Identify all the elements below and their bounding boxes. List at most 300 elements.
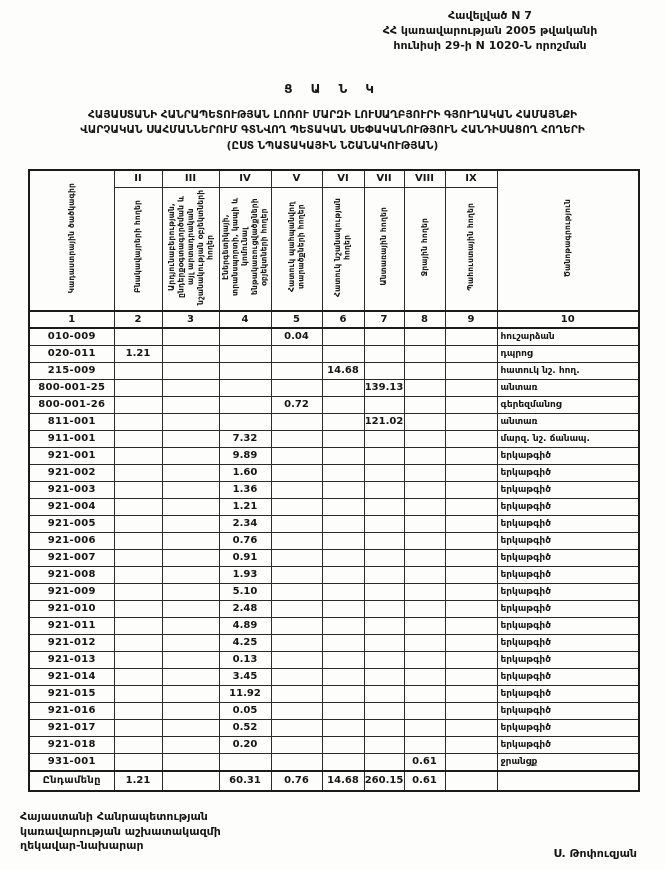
value-cell-ii	[114, 600, 162, 617]
value-cell-iv: 0.76	[219, 532, 271, 549]
annex-line: ՀՀ կառավարության 2005 թվականի	[382, 23, 598, 37]
annex-line: հունիսի 29-ի N 1020-Ն որոշման	[393, 38, 587, 52]
value-cell-v	[271, 345, 322, 362]
value-cell-iv: 9.89	[219, 447, 271, 464]
value-cell-iii	[162, 549, 219, 566]
value-cell-vi	[322, 634, 364, 651]
code-cell: 921-004	[29, 498, 114, 515]
note-cell: երկաթգիծ	[497, 702, 639, 719]
value-cell-ix	[445, 566, 497, 583]
signatory-title-block	[20, 810, 221, 855]
value-cell-vii	[364, 702, 404, 719]
value-cell-v	[271, 464, 322, 481]
value-cell-iii	[162, 736, 219, 753]
value-cell-vi	[322, 600, 364, 617]
value-cell-vi	[322, 685, 364, 702]
column-label-iv: Էներգետիկայի, տրանսպորտի, կապի և կոմունալ ենթակառուցվածքների օբյեկտների հողեր	[221, 197, 269, 297]
table-header	[29, 170, 639, 328]
value-cell-vii	[364, 566, 404, 583]
value-cell-vii: 139.13	[364, 379, 404, 396]
value-cell-vi	[322, 719, 364, 736]
code-cell: 921-015	[29, 685, 114, 702]
table-row	[29, 328, 639, 346]
value-cell-ii	[114, 736, 162, 753]
table-row	[29, 379, 639, 396]
value-cell-ix	[445, 736, 497, 753]
value-cell-ix	[445, 464, 497, 481]
value-cell-vi	[322, 498, 364, 515]
code-cell: 921-018	[29, 736, 114, 753]
value-cell-vi	[322, 532, 364, 549]
code-cell: 921-001	[29, 447, 114, 464]
code-cell: 020-011	[29, 345, 114, 362]
value-cell-iii	[162, 719, 219, 736]
value-cell-viii	[404, 566, 445, 583]
note-cell: երկաթգիծ	[497, 685, 639, 702]
column-label-ix: Պահուստային հողեր	[466, 202, 476, 291]
value-cell-vii	[364, 498, 404, 515]
value-cell-vii	[364, 328, 404, 346]
table-row	[29, 617, 639, 634]
table-row	[29, 600, 639, 617]
column-index-vii: 7	[364, 311, 404, 328]
note-cell: անտառ	[497, 413, 639, 430]
note-cell: երկաթգիծ	[497, 651, 639, 668]
total-value-cell-v: 0.76	[271, 771, 322, 791]
value-cell-ii	[114, 498, 162, 515]
value-cell-ii	[114, 328, 162, 346]
note-cell: հատուկ նշ. հող.	[497, 362, 639, 379]
value-cell-iv: 1.93	[219, 566, 271, 583]
value-cell-ii	[114, 481, 162, 498]
value-cell-ii	[114, 719, 162, 736]
table-row	[29, 345, 639, 362]
total-value-cell-iv: 60.31	[219, 771, 271, 791]
code-cell: 921-013	[29, 651, 114, 668]
note-cell: երկաթգիծ	[497, 515, 639, 532]
code-cell: 921-010	[29, 600, 114, 617]
value-cell-viii	[404, 583, 445, 600]
subtitle-line: (ԸՍՏ ՆՊԱՏԱԿԱՅԻՆ ՆՇԱՆԱԿՈՒԹՅԱՆ)	[226, 140, 439, 153]
value-cell-vii	[364, 464, 404, 481]
value-cell-vi	[322, 345, 364, 362]
column-index-code: 1	[29, 311, 114, 328]
value-cell-ii	[114, 464, 162, 481]
value-cell-viii	[404, 617, 445, 634]
note-cell: երկաթգիծ	[497, 583, 639, 600]
value-cell-v	[271, 583, 322, 600]
value-cell-iii	[162, 498, 219, 515]
value-cell-iii	[162, 379, 219, 396]
column-header-viii	[404, 187, 445, 311]
code-cell: 921-011	[29, 617, 114, 634]
value-cell-ii	[114, 532, 162, 549]
value-cell-iv: 3.45	[219, 668, 271, 685]
annex-reference-block	[325, 9, 655, 54]
table-row	[29, 736, 639, 753]
column-numeral-vi: VI	[322, 170, 364, 188]
column-header-v	[271, 187, 322, 311]
value-cell-ii	[114, 379, 162, 396]
value-cell-iv: 7.32	[219, 430, 271, 447]
total-code-cell: Ընդամենը	[29, 771, 114, 791]
table-row	[29, 719, 639, 736]
value-cell-ii	[114, 685, 162, 702]
value-cell-vi	[322, 447, 364, 464]
value-cell-v	[271, 413, 322, 430]
code-cell: 921-017	[29, 719, 114, 736]
value-cell-iv: 1.60	[219, 464, 271, 481]
value-cell-iv: 0.05	[219, 702, 271, 719]
value-cell-iv: 4.89	[219, 617, 271, 634]
value-cell-vii	[364, 481, 404, 498]
value-cell-iv: 0.20	[219, 736, 271, 753]
value-cell-iii	[162, 651, 219, 668]
value-cell-iv: 1.36	[219, 481, 271, 498]
value-cell-vii	[364, 447, 404, 464]
value-cell-v	[271, 498, 322, 515]
value-cell-iv	[219, 379, 271, 396]
value-cell-v	[271, 515, 322, 532]
value-cell-viii	[404, 651, 445, 668]
value-cell-ix	[445, 685, 497, 702]
document-heading: Ց Ա Ն Կ	[284, 81, 381, 96]
value-cell-vii: 121.02	[364, 413, 404, 430]
value-cell-vii	[364, 668, 404, 685]
value-cell-viii	[404, 464, 445, 481]
total-value-cell-vi: 14.68	[322, 771, 364, 791]
column-numeral-ii: II	[114, 170, 162, 188]
value-cell-iv: 11.92	[219, 685, 271, 702]
total-value-cell-ii: 1.21	[114, 771, 162, 791]
code-cell: 921-002	[29, 464, 114, 481]
value-cell-ix	[445, 413, 497, 430]
value-cell-ix	[445, 532, 497, 549]
note-cell: երկաթգիծ	[497, 481, 639, 498]
note-cell: երկաթգիծ	[497, 617, 639, 634]
column-header-ix	[445, 187, 497, 311]
value-cell-vii	[364, 532, 404, 549]
value-cell-iv: 2.48	[219, 600, 271, 617]
code-cell: 800-001-25	[29, 379, 114, 396]
value-cell-ii	[114, 413, 162, 430]
signature-name: Ս. Թոփուզյան	[553, 847, 637, 861]
code-cell: 931-001	[29, 753, 114, 771]
value-cell-iii	[162, 753, 219, 771]
value-cell-ii	[114, 583, 162, 600]
code-cell: 215-009	[29, 362, 114, 379]
note-cell: անտառ	[497, 379, 639, 396]
total-value-cell-iii	[162, 771, 219, 791]
column-numeral-vii: VII	[364, 170, 404, 188]
column-index-viii: 8	[404, 311, 445, 328]
column-index-iii: 3	[162, 311, 219, 328]
value-cell-iii	[162, 532, 219, 549]
value-cell-ix	[445, 481, 497, 498]
value-cell-vi: 14.68	[322, 362, 364, 379]
column-label-vi: Հատուկ նշանակության հողեր	[333, 197, 352, 297]
total-value-cell-vii: 260.15	[364, 771, 404, 791]
value-cell-vii	[364, 549, 404, 566]
value-cell-ix	[445, 515, 497, 532]
value-cell-iii	[162, 668, 219, 685]
value-cell-viii	[404, 634, 445, 651]
value-cell-iii	[162, 515, 219, 532]
value-cell-v	[271, 430, 322, 447]
column-label-viii: Ջրային հողեր	[419, 217, 429, 276]
value-cell-iii	[162, 702, 219, 719]
value-cell-vii	[364, 685, 404, 702]
value-cell-vi	[322, 481, 364, 498]
value-cell-iii	[162, 600, 219, 617]
value-cell-vi	[322, 702, 364, 719]
value-cell-viii	[404, 719, 445, 736]
value-cell-iv: 5.10	[219, 583, 271, 600]
value-cell-v	[271, 651, 322, 668]
value-cell-iii	[162, 583, 219, 600]
value-cell-vi	[322, 464, 364, 481]
value-cell-vii	[364, 345, 404, 362]
value-cell-iii	[162, 328, 219, 346]
column-index-ii: 2	[114, 311, 162, 328]
value-cell-vii	[364, 600, 404, 617]
value-cell-v: 0.04	[271, 328, 322, 346]
value-cell-v: 0.72	[271, 396, 322, 413]
total-value-cell-ix	[445, 771, 497, 791]
value-cell-v	[271, 566, 322, 583]
value-cell-iii	[162, 634, 219, 651]
value-cell-viii	[404, 379, 445, 396]
value-cell-ix	[445, 549, 497, 566]
value-cell-ii	[114, 566, 162, 583]
table-row	[29, 362, 639, 379]
value-cell-iv	[219, 345, 271, 362]
document-subtitle	[23, 108, 643, 155]
value-cell-vi	[322, 566, 364, 583]
value-cell-viii	[404, 481, 445, 498]
value-cell-viii	[404, 498, 445, 515]
value-cell-ii	[114, 549, 162, 566]
code-cell: 921-009	[29, 583, 114, 600]
value-cell-vii	[364, 719, 404, 736]
value-cell-vii	[364, 651, 404, 668]
value-cell-ii	[114, 668, 162, 685]
value-cell-vi	[322, 583, 364, 600]
value-cell-ix	[445, 396, 497, 413]
table-row	[29, 413, 639, 430]
code-cell: 811-001	[29, 413, 114, 430]
value-cell-v	[271, 702, 322, 719]
column-label-code: Կադաստրային ծածկագիր	[66, 183, 76, 294]
value-cell-viii	[404, 736, 445, 753]
value-cell-iii	[162, 396, 219, 413]
value-cell-v	[271, 379, 322, 396]
note-cell: երկաթգիծ	[497, 736, 639, 753]
table-row	[29, 634, 639, 651]
table-body	[29, 328, 639, 791]
code-cell: 921-012	[29, 634, 114, 651]
note-cell: երկաթգիծ	[497, 532, 639, 549]
value-cell-v	[271, 549, 322, 566]
code-cell: 800-001-26	[29, 396, 114, 413]
value-cell-iii	[162, 430, 219, 447]
value-cell-ix	[445, 753, 497, 771]
column-label-ii: Բնակավայրերի հողեր	[133, 200, 143, 294]
column-index-iv: 4	[219, 311, 271, 328]
value-cell-ix	[445, 668, 497, 685]
column-index-vi: 6	[322, 311, 364, 328]
value-cell-vii	[364, 515, 404, 532]
value-cell-viii	[404, 600, 445, 617]
value-cell-iv: 0.13	[219, 651, 271, 668]
value-cell-ii	[114, 617, 162, 634]
value-cell-v	[271, 685, 322, 702]
value-cell-ix	[445, 719, 497, 736]
table-row	[29, 685, 639, 702]
value-cell-ii	[114, 362, 162, 379]
value-cell-viii	[404, 396, 445, 413]
note-cell: ջրանցք	[497, 753, 639, 771]
value-cell-viii	[404, 345, 445, 362]
table-row	[29, 430, 639, 447]
value-cell-vi	[322, 668, 364, 685]
table-row	[29, 396, 639, 413]
land-table	[28, 169, 640, 792]
note-cell: երկաթգիծ	[497, 464, 639, 481]
value-cell-ix	[445, 362, 497, 379]
value-cell-ix	[445, 328, 497, 346]
table-row	[29, 515, 639, 532]
code-cell: 921-016	[29, 702, 114, 719]
value-cell-iv	[219, 396, 271, 413]
value-cell-ix	[445, 498, 497, 515]
note-cell: երկաթգիծ	[497, 566, 639, 583]
value-cell-vi	[322, 515, 364, 532]
table-row	[29, 481, 639, 498]
table-row	[29, 753, 639, 771]
value-cell-iii	[162, 617, 219, 634]
column-header-note	[497, 170, 639, 311]
value-cell-ii: 1.21	[114, 345, 162, 362]
value-cell-vi	[322, 396, 364, 413]
note-cell: դպրոց	[497, 345, 639, 362]
code-cell: 921-008	[29, 566, 114, 583]
note-cell: երկաթգիծ	[497, 549, 639, 566]
value-cell-iii	[162, 447, 219, 464]
value-cell-v	[271, 736, 322, 753]
footer-block	[20, 809, 641, 861]
value-cell-vii	[364, 634, 404, 651]
value-cell-ix	[445, 617, 497, 634]
value-cell-vi	[322, 753, 364, 771]
value-cell-vi	[322, 617, 364, 634]
value-cell-v	[271, 600, 322, 617]
value-cell-ix	[445, 447, 497, 464]
value-cell-iv	[219, 362, 271, 379]
total-note-cell	[497, 771, 639, 791]
value-cell-vi	[322, 736, 364, 753]
total-value-cell-viii: 0.61	[404, 771, 445, 791]
note-cell: երկաթգիծ	[497, 447, 639, 464]
value-cell-v	[271, 532, 322, 549]
column-numeral-viii: VIII	[404, 170, 445, 188]
note-cell: երկաթգիծ	[497, 600, 639, 617]
note-cell: երկաթգիծ	[497, 719, 639, 736]
value-cell-ii	[114, 447, 162, 464]
value-cell-vii	[364, 583, 404, 600]
column-index-note: 10	[497, 311, 639, 328]
value-cell-iv: 0.52	[219, 719, 271, 736]
column-index-v: 5	[271, 311, 322, 328]
value-cell-iv	[219, 328, 271, 346]
value-cell-viii	[404, 328, 445, 346]
value-cell-ix	[445, 583, 497, 600]
value-cell-viii	[404, 702, 445, 719]
value-cell-viii: 0.61	[404, 753, 445, 771]
note-cell: մարզ. նշ. ճանապ.	[497, 430, 639, 447]
value-cell-ii	[114, 430, 162, 447]
subtitle-line: ՀԱՅԱՍՏԱՆԻ ՀԱՆՐԱՊԵՏՈՒԹՅԱՆ ԼՈՌՈՒ ՄԱՐԶԻ ԼՈՒՍԱՂԲՅՈՒՐԻ ԳՅՈՒՂԱԿԱՆ ՀԱՄԱՅՆՔԻ	[87, 108, 578, 121]
value-cell-ix	[445, 345, 497, 362]
code-cell: 921-007	[29, 549, 114, 566]
value-cell-vii	[364, 396, 404, 413]
title-block	[0, 82, 665, 155]
code-cell: 921-014	[29, 668, 114, 685]
value-cell-vii	[364, 617, 404, 634]
value-cell-vi	[322, 651, 364, 668]
total-row	[29, 771, 639, 791]
footer-line: Հայաստանի Հանրապետության	[20, 809, 208, 823]
value-cell-vi	[322, 328, 364, 346]
footer-line: կառավարության աշխատակազմի	[20, 824, 221, 838]
value-cell-ii	[114, 515, 162, 532]
value-cell-iii	[162, 566, 219, 583]
note-cell: հուշարձան	[497, 328, 639, 346]
footer-line: ղեկավար-նախարար	[20, 839, 144, 853]
value-cell-iv: 0.91	[219, 549, 271, 566]
value-cell-vii	[364, 362, 404, 379]
value-cell-iv: 4.25	[219, 634, 271, 651]
value-cell-ii	[114, 753, 162, 771]
value-cell-ii	[114, 634, 162, 651]
value-cell-viii	[404, 549, 445, 566]
value-cell-viii	[404, 532, 445, 549]
value-cell-ix	[445, 430, 497, 447]
value-cell-ii	[114, 396, 162, 413]
value-cell-viii	[404, 413, 445, 430]
value-cell-ix	[445, 634, 497, 651]
column-label-vii: Անտառային հողեր	[379, 207, 389, 287]
note-cell: գերեզմանոց	[497, 396, 639, 413]
code-cell: 921-003	[29, 481, 114, 498]
value-cell-viii	[404, 515, 445, 532]
note-cell: երկաթգիծ	[497, 634, 639, 651]
value-cell-v	[271, 719, 322, 736]
value-cell-iii	[162, 481, 219, 498]
table-row	[29, 651, 639, 668]
column-header-ii	[114, 187, 162, 311]
value-cell-ix	[445, 702, 497, 719]
value-cell-v	[271, 617, 322, 634]
value-cell-iii	[162, 685, 219, 702]
value-cell-vi	[322, 430, 364, 447]
code-cell: 010-009	[29, 328, 114, 346]
value-cell-ix	[445, 379, 497, 396]
table-row	[29, 549, 639, 566]
value-cell-iv: 1.21	[219, 498, 271, 515]
value-cell-vii	[364, 753, 404, 771]
column-index-ix: 9	[445, 311, 497, 328]
